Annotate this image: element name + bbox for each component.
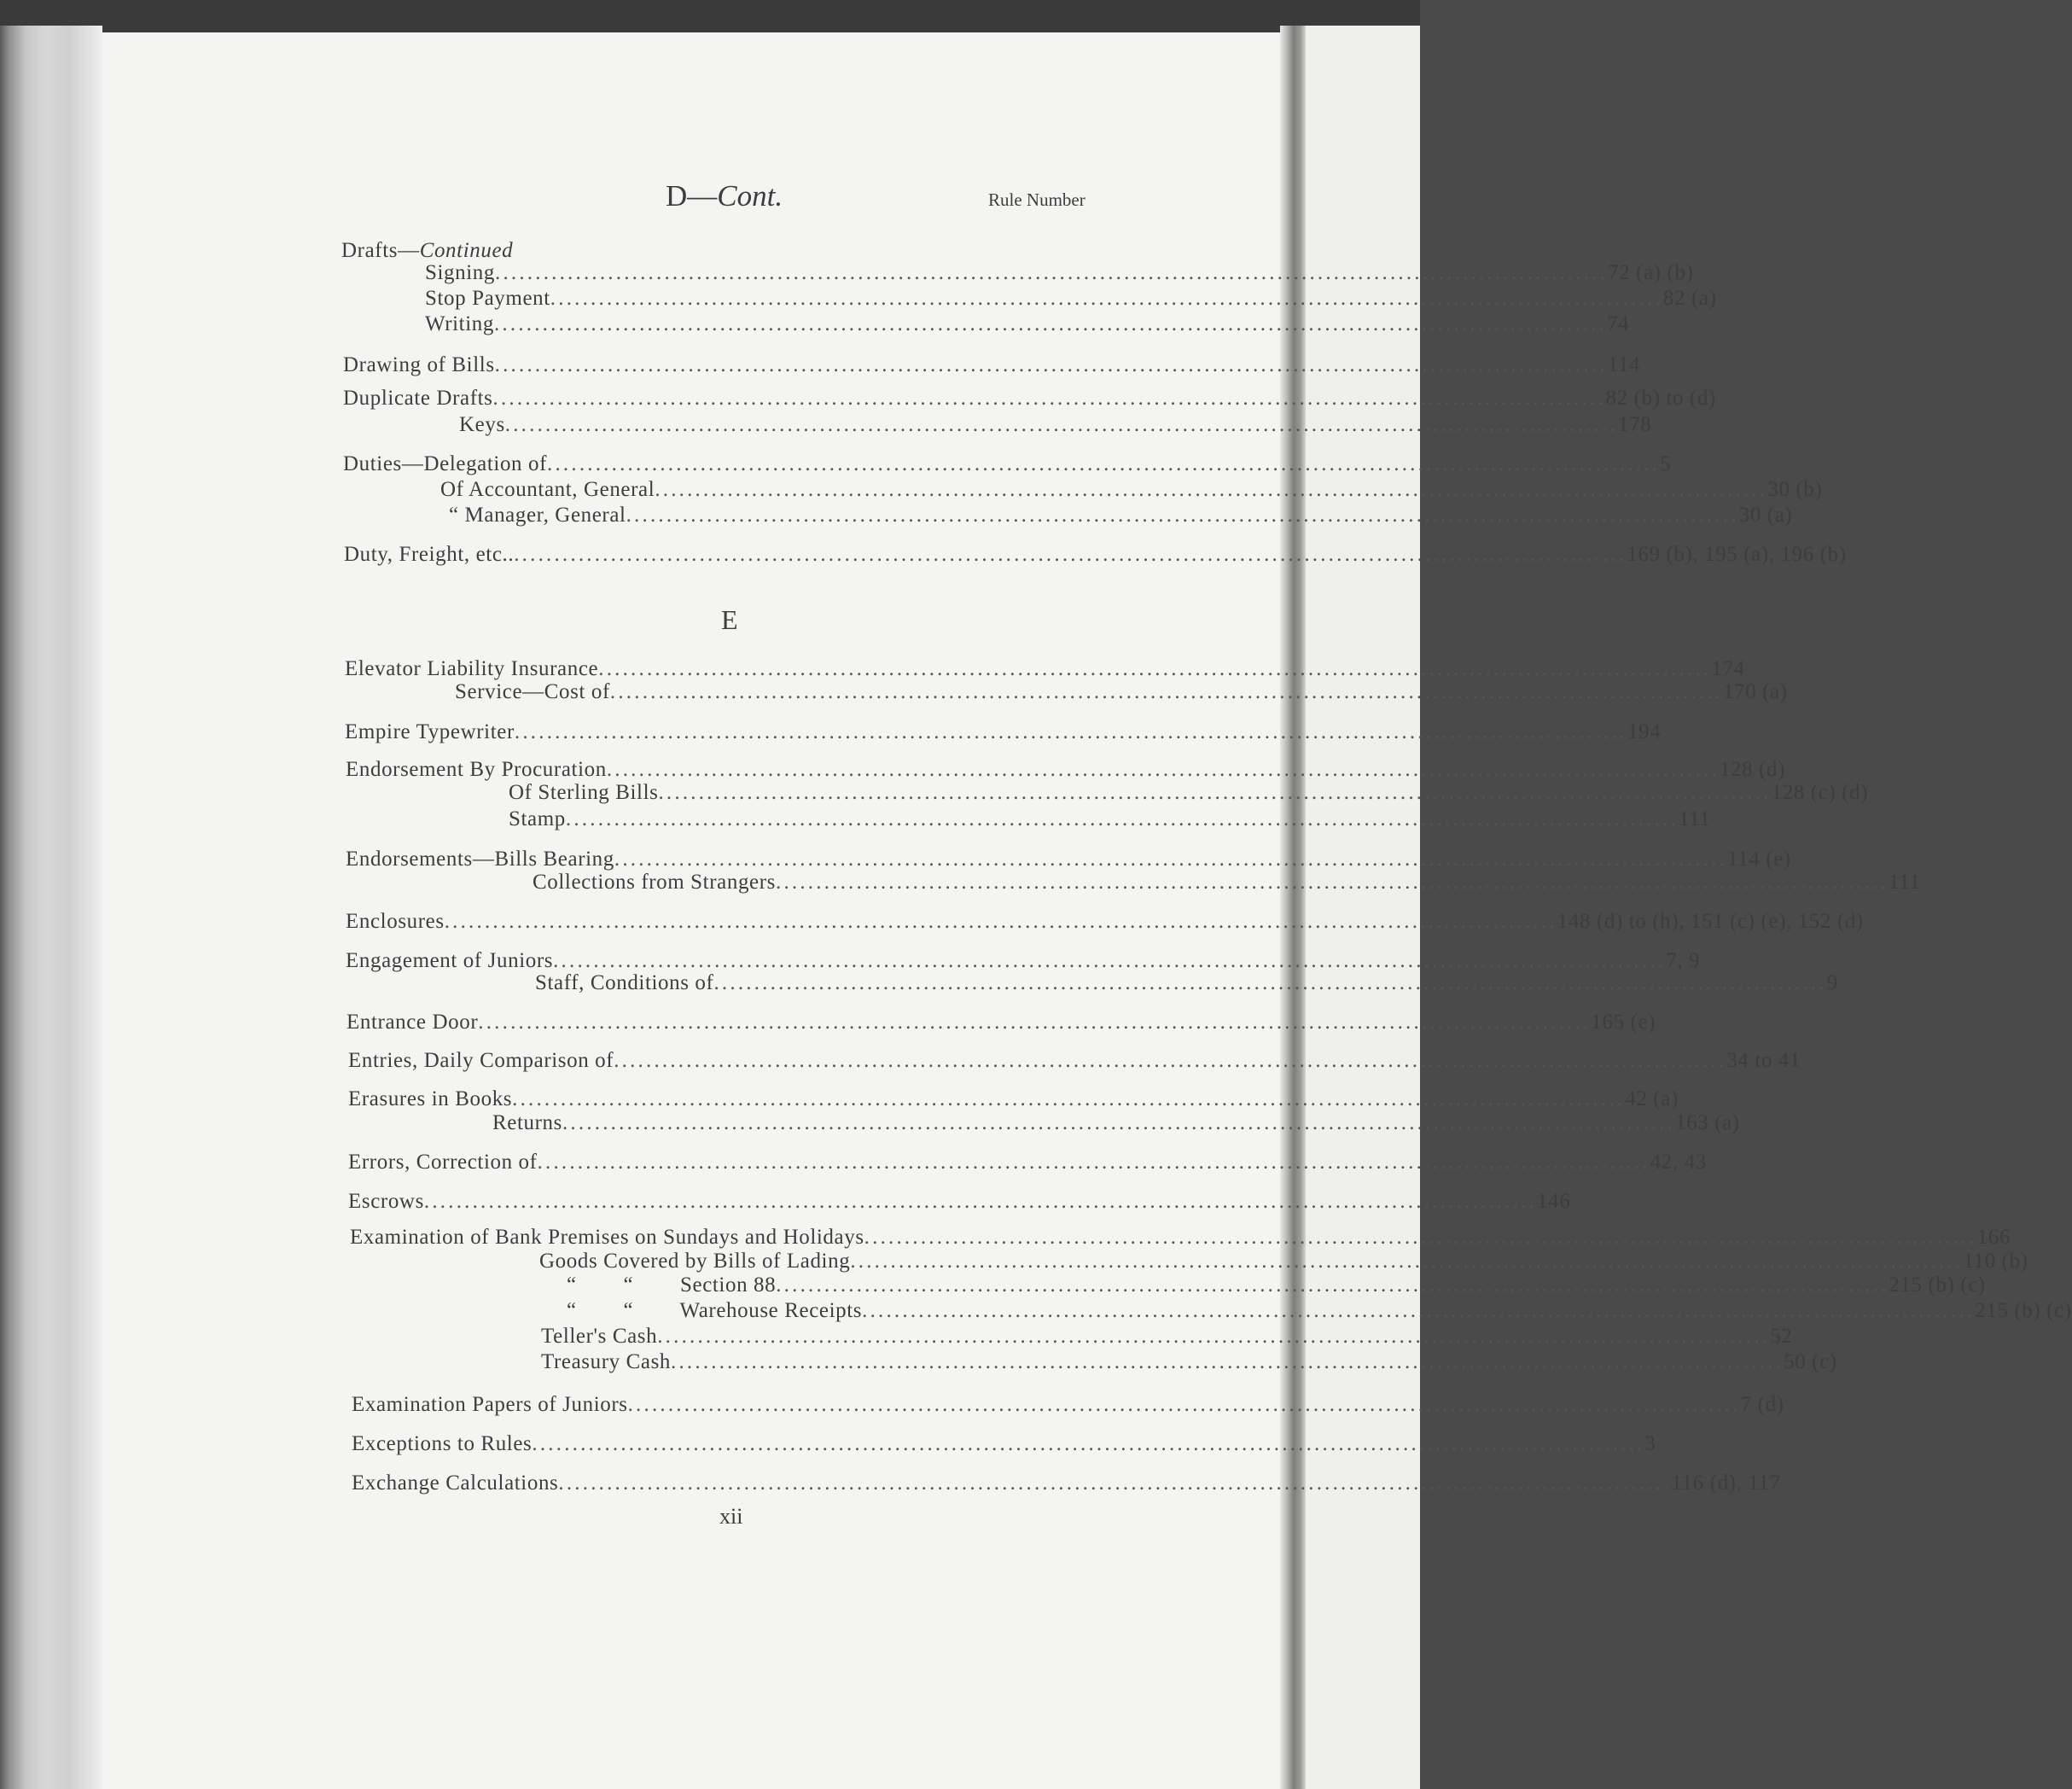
index-entry: Entries, Daily Comparison of .......................................................................................................................................... 34 to 41 (348, 1049, 1801, 1072)
index-entry: Entrance Door .......................................................................................................................................... 165 (e) (346, 1011, 1656, 1034)
index-entry: Examination of Bank Premises on Sundays and Holidays .......................................................................................................................................... 166 (350, 1226, 2011, 1249)
index-entry: “ Manager, General .......................................................................................................................................... 30 (a) (449, 504, 1793, 527)
page-heading: D—Cont. (666, 179, 783, 213)
index-entry: Collections from Strangers .......................................................................................................................................... 111 (533, 871, 1921, 894)
index-entry: Endorsement By Procuration .......................................................................................................................................... 128 (d) (346, 758, 1786, 781)
index-entry: Drafts—Continued (341, 239, 514, 262)
index-entry: Of Sterling Bills .......................................................................................................................................... 128 (c) (d) (509, 781, 1869, 804)
rule-number-column-label: Rule Number (988, 189, 1085, 210)
index-entry: Endorsements—Bills Bearing .......................................................................................................................................... 114 (e) (346, 848, 1791, 871)
index-entry: “ “ Section 88 .......................................................................................................................................... 215 (b) (c) (567, 1273, 1986, 1297)
index-entry: Examination Papers of Juniors .......................................................................................................................................... 7 (d) (352, 1393, 1784, 1416)
index-entry: Signing .......................................................................................................................................... 72 (a) (b) (425, 261, 1694, 284)
scan-top-border (0, 0, 1420, 34)
index-entry: Escrows .......................................................................................................................................... 146 (348, 1190, 1571, 1213)
index-entry: Duplicate Drafts .......................................................................................................................................... 82 (b) to (d) (343, 387, 1716, 410)
book-left-edge (0, 26, 102, 1789)
index-entry: Staff, Conditions of .......................................................................................................................................... 9 (535, 971, 1838, 994)
index-entry: Duties—Delegation of .......................................................................................................................................... 5 (343, 452, 1672, 475)
index-entry: Elevator Liability Insurance .......................................................................................................................................... 174 (345, 657, 1745, 680)
index-entry: Errors, Correction of .......................................................................................................................................... 42, 43 (348, 1151, 1707, 1174)
index-entry: Exchange Calculations .......................................................................................................................................... 116 (d), 117 (352, 1471, 1781, 1495)
index-entry: Stamp .......................................................................................................................................... 111 (509, 807, 1711, 830)
index-entry: Exceptions to Rules .......................................................................................................................................... 3 (352, 1432, 1656, 1455)
index-entry: Teller's Cash .......................................................................................................................................... 52 (541, 1325, 1793, 1348)
index-entry: Erasures in Books .......................................................................................................................................... 42 (a) (348, 1087, 1679, 1110)
index-entry: “ “ Warehouse Receipts .......................................................................................................................................... 215 (b) (c) (567, 1299, 2072, 1322)
index-entry: Treasury Cash .......................................................................................................................................... 50 (c) (541, 1350, 1837, 1373)
index-entry: Of Accountant, General .......................................................................................................................................... 30 (b) (440, 478, 1823, 501)
index-entry: Returns .......................................................................................................................................... 163 (a) (492, 1111, 1740, 1134)
index-entry: Writing .......................................................................................................................................... 74 (425, 312, 1630, 335)
index-entry: Engagement of Juniors .......................................................................................................................................... 7, 9 (346, 949, 1701, 972)
index-entry: Empire Typewriter .......................................................................................................................................... 194 (345, 720, 1662, 743)
section-letter-e: E (721, 604, 738, 635)
index-entry: Keys .......................................................................................................................................... 178 (459, 413, 1652, 436)
index-entry: Service—Cost of .......................................................................................................................................... 170 (a) (455, 680, 1788, 703)
index-entry: Stop Payment .......................................................................................................................................... 82 (a) (425, 287, 1717, 310)
index-entry: Enclosures .......................................................................................................................................... 148 (d) to (h), 151 (c) (e), 152 (d) (346, 910, 1864, 933)
index-entry: Duty, Freight, etc.. .......................................................................................................................................... 169 (b), 195 (a), 196 (b) (344, 543, 1847, 566)
index-entry: Goods Covered by Bills of Lading .......................................................................................................................................... 110 (b) (539, 1250, 2028, 1273)
index-entry: Drawing of Bills .......................................................................................................................................... 114 (343, 353, 1641, 376)
page-number: xii (719, 1504, 743, 1529)
